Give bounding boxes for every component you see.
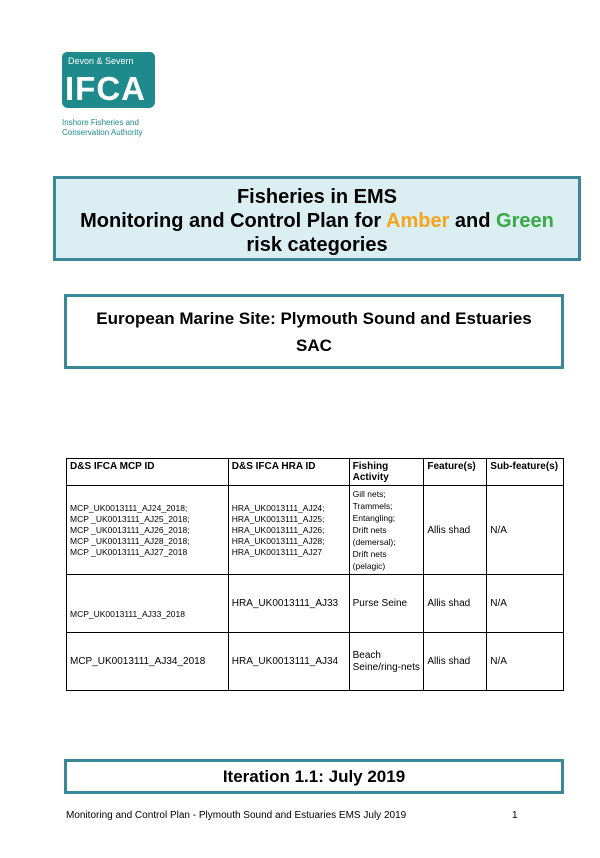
feature-cell: Allis shad — [424, 633, 487, 691]
activity-line: (demersal); — [352, 537, 396, 547]
hra-id: HRA_UK0013111_AJ33 — [231, 598, 339, 609]
subfeature-cell: N/A — [487, 486, 564, 575]
mcp-table — [66, 458, 564, 691]
logo-main-text: IFCA — [62, 70, 155, 108]
table-row — [67, 633, 564, 691]
title-line-1: Fisheries in EMS — [236, 186, 398, 208]
site-line-1: European Marine Site: Plymouth Sound and Estuaries — [96, 309, 532, 328]
mcp-id: MCP _UK0013111_AJ26_2018; — [70, 524, 190, 535]
activity-cell — [349, 486, 424, 575]
title-amber-word: Amber — [386, 210, 450, 232]
mcp-id: MCP _UK0013111_AJ28_2018; — [70, 535, 190, 546]
header-fishing-activity: Fishing Activity — [349, 459, 424, 486]
page-footer: Monitoring and Control Plan - Plymouth Sound and Estuaries EMS July 2019 — [66, 810, 407, 821]
feature-cell: Allis shad — [424, 575, 487, 633]
activity-cell — [349, 575, 424, 633]
hra-id: HRA_UK0013111_AJ25; — [231, 513, 325, 524]
table-row — [67, 575, 564, 633]
activity-line: Drift nets — [352, 525, 387, 535]
mcp-id: MCP _UK0013111_AJ25_2018; — [70, 513, 190, 524]
header-mcp-id: D&S IFCA MCP ID — [67, 459, 229, 486]
activity-line: Gill nets; — [352, 489, 386, 499]
hra-id-cell — [228, 633, 349, 691]
table-row — [67, 486, 564, 575]
hra-id: HRA_UK0013111_AJ24; — [231, 502, 325, 513]
document-title-box — [53, 176, 581, 261]
header-sub-features: Sub-feature(s) — [487, 459, 564, 486]
hra-id: HRA_UK0013111_AJ28; — [231, 535, 325, 546]
activity-line: Trammels; — [352, 501, 393, 511]
activity-line: Beach — [352, 649, 381, 661]
subfeature-cell: N/A — [487, 575, 564, 633]
hra-id: HRA_UK0013111_AJ27 — [231, 546, 323, 557]
activity-line: (pelagic) — [352, 561, 386, 571]
title-line-2-prefix: Monitoring and Control Plan for — [80, 210, 387, 232]
activity-line: Entangling; — [352, 513, 396, 523]
logo-sub-line-2: Conservation Authority — [62, 128, 143, 137]
iteration-box: Iteration 1.1: July 2019 — [64, 759, 564, 794]
activity-line: Seine/ring-nets — [352, 661, 420, 673]
page-number: 1 — [512, 810, 518, 821]
logo-top-text: Devon & Severn — [62, 52, 155, 70]
hra-id-cell — [228, 486, 349, 575]
hra-id: HRA_UK0013111_AJ26; — [231, 524, 325, 535]
title-line-2 — [56, 209, 578, 233]
activity-line: Purse Seine — [352, 597, 408, 609]
mcp-id: MCP_UK0013111_AJ33_2018 — [70, 609, 185, 619]
activity-cell — [349, 633, 424, 691]
mcp-id: MCP _UK0013111_AJ27_2018 — [70, 546, 188, 557]
title-green-word: Green — [496, 210, 554, 232]
subfeature-cell: N/A — [487, 633, 564, 691]
mcp-id: MCP_UK0013111_AJ24_2018; — [70, 502, 188, 513]
title-and-word: and — [449, 210, 497, 232]
hra-id-cell — [228, 575, 349, 633]
feature-cell: Allis shad — [424, 486, 487, 575]
ifca-logo — [62, 52, 162, 138]
site-title-box — [64, 294, 564, 369]
logo-subtitle — [62, 118, 162, 138]
header-features: Feature(s) — [424, 459, 487, 486]
mcp-id: MCP_UK0013111_AJ34_2018 — [70, 656, 206, 667]
activity-line: Drift nets — [352, 549, 387, 559]
mcp-id-cell — [67, 486, 229, 575]
title-line-3: risk categories — [246, 234, 388, 256]
site-line-2: SAC — [296, 336, 332, 355]
logo-sub-line-1: Inshore Fisheries and — [62, 118, 139, 127]
table-header-row — [67, 459, 564, 486]
header-hra-id: D&S IFCA HRA ID — [228, 459, 349, 486]
hra-id: HRA_UK0013111_AJ34 — [231, 656, 339, 667]
mcp-id-cell — [67, 575, 229, 633]
mcp-id-cell — [67, 633, 229, 691]
